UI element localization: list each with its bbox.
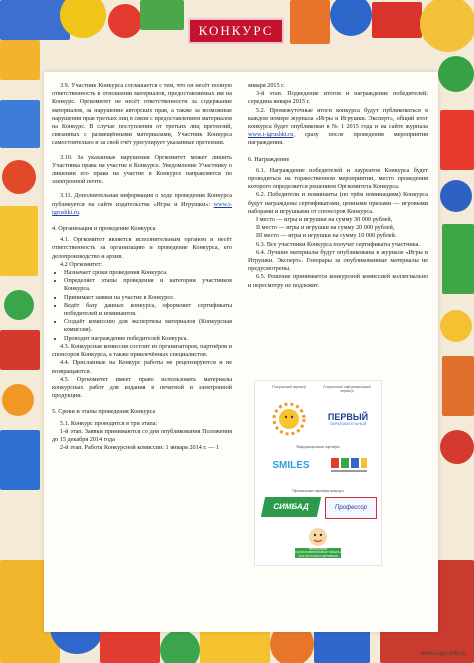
paragraph: 6.4. Лучшие материалы будут опубликованы в журнале «Игры и Игрушки. Эксперт». Гонорары за опубликованные материалы не предусмотрены.: [248, 248, 428, 273]
toy-block-decoration: [0, 40, 40, 80]
paragraph: 4.1. Оргкомитет является исполнительным органом и несёт ответственность за организацию и проведение Конкурса, его делопроизводство и архив.: [52, 236, 232, 260]
kids-logo: [327, 453, 371, 479]
toy-ball-decoration: [60, 0, 106, 38]
paragraph-text: .: [78, 208, 81, 216]
toy-ball-decoration: [2, 160, 36, 194]
professor-logo: [325, 497, 377, 519]
toy-ball-decoration: [420, 0, 474, 52]
paragraph: 3.10. За указанные нарушения Оргкомитет может лишить Участника права на участие в Конкурсе. Уведомление Участнику о лишении его права на участие в Конкурсе направляется по электронной почте.: [52, 153, 232, 186]
toy-block-decoration: [440, 110, 474, 170]
toy-ball-decoration: [440, 430, 474, 464]
toy-ball-decoration: [440, 310, 472, 342]
prize-line: I место — игры и игрушки на сумму 30 000 рублей,: [256, 216, 393, 224]
right-column: [248, 82, 428, 290]
list-item: • Ведёт базу данных конкурса, оформляет сертификаты победителей и номинантов.: [64, 302, 232, 318]
section-heading: 4. Организация и проведение Конкурса: [52, 225, 156, 233]
toy-block-decoration: [372, 2, 422, 38]
paragraph: 6.2. Победители и номинанты (по трём номинациям) Конкурса будут награждены сертификатами, ценными призами — игровыми наборами и игрушками от спонсоров Конкурса.: [248, 191, 428, 215]
paragraph: 6.1. Награждение победителей и лауреатов Конкурса будет проводиться на торжественном мероприятии, место проведения которого определяется решением Оргкомитета Конкурса.: [248, 166, 428, 191]
toy-ball-decoration: [330, 0, 372, 36]
paragraph: 4.3. Конкурсная комиссия состоит из организаторов, партнёров и спонсоров Конкурса, а также привлечённых специалистов.: [52, 342, 232, 359]
toy-ball-decoration: [2, 384, 34, 416]
simbad-logo: [261, 497, 321, 517]
list-item: • Принимает заявки на участие в Конкурсе.: [64, 294, 232, 302]
paragraph: 3.9. Участник Конкурса соглашается с тем, что он несёт полную ответственность в отношении материалов, предоставляемых им на Конкурс. Оргкомитет не несёт ответственности за содержание материалов, за нарушение авторских прав, а также за возможные нарушения прав третьих лиц в связи с предоставлением материалов на Конкурс. В случае поступления от третьих лиц претензий, связанных с размещёнными материалами, Участник Конкурса самостоятельно и за свой счёт урегулирует указанные претензии.: [52, 82, 232, 147]
paragraph-text: 3.11. Дополнительная информация о ходе проведения Конкурса публикуется на сайте издательства «Игры и Игрушки»:: [52, 192, 232, 208]
partner-label: Генеральный партнёр: [272, 385, 306, 389]
logo-text: Профессор: [334, 505, 368, 511]
toy-block-decoration: [314, 630, 370, 663]
partner-label: Информационные партнёры: [296, 445, 340, 449]
toy-ball-decoration: [108, 4, 142, 38]
toy-block-decoration: [140, 0, 184, 30]
prize-line: II место — игры и игрушки на сумму 20 000 рублей,: [256, 224, 395, 232]
paragraph: 4.4. Присланные на Конкурс работы не рецензируются и не возвращаются.: [52, 359, 232, 375]
toy-block-decoration: [0, 206, 38, 276]
toy-ball-decoration: [440, 180, 472, 212]
paragraph: 2-й этап. Работа Конкурсной комиссии: 1 января 2014 г. — 1: [60, 444, 220, 452]
site-link[interactable]: www.i-igrushki.ru: [52, 200, 232, 216]
list-item: • Проводит награждение победителей Конкурса.: [64, 335, 232, 343]
toy-block-decoration: [0, 100, 40, 148]
toy-ball-decoration: [438, 56, 474, 92]
toy-block-decoration: [290, 0, 330, 44]
toy-block-decoration: [442, 224, 474, 294]
list-item: • Создаёт комиссию для экспертизы материалов (Конкурсная комиссия).: [64, 318, 232, 334]
paragraph: 4.5. Оргкомитет имеет право использовать материалы конкурсных работ для издания в печатной и электронной продукции.: [52, 375, 232, 400]
paragraph: 6.5. Решение принимается конкурсной комиссией коллегиально и пересмотру не подлежит.: [248, 273, 428, 289]
toy-block-decoration: [0, 0, 70, 40]
paragraph: [248, 107, 428, 148]
toy-block-decoration: [442, 356, 474, 416]
toy-ball-decoration: [160, 630, 200, 663]
paragraph: [52, 192, 232, 217]
sun-logo: [271, 401, 307, 437]
partner-label: Генеральный информационный партнёр: [323, 385, 371, 393]
logo-subtext: ОБРАЗОВАТЕЛЬНЫЙ: [329, 421, 367, 426]
logo-text: СИМБАД: [272, 502, 310, 511]
toy-block-decoration: [0, 430, 40, 490]
logo-text: SMILES: [272, 460, 310, 471]
logo-text: ЧЕРЕПАШКИ ПОДГОТОВИТЕЛЬНЫЕ ТОВАРЫ ДЛЯ ДЕТСКОГО ОБУЧЕНИЯ: [295, 546, 341, 558]
partner-label: Официальные партнёры конкурса: [292, 489, 344, 493]
paragraph: 5.1. Конкурс проводится в три этапа:: [60, 419, 158, 427]
site-link[interactable]: www.i-igrushki.ru: [248, 131, 294, 139]
prize-line: III место — игры и игрушки на сумму 10 000 рублей.: [256, 232, 397, 240]
footer-url: www.i-igrushki.ru: [420, 651, 466, 657]
paragraph: 4.2 Оргкомитет:: [60, 260, 103, 268]
turtle-logo: [295, 523, 341, 561]
section-heading: 6. Награждение: [248, 155, 290, 163]
toy-block-decoration: [200, 628, 270, 663]
paragraph: 1-й этап. Заявки принимаются со дня опубликования Положения до 15 декабря 2014 года: [52, 427, 232, 443]
partners-box: [254, 380, 382, 566]
left-column: [52, 82, 232, 452]
first-education-logo: [319, 407, 377, 431]
list-item: • Назначает сроки проведения Конкурса.: [64, 269, 232, 277]
paragraph-text: 5.2. Промежуточные итоги конкурса будут публиковаться в каждом номере журнала «Игры и Игрушки. Эксперт», общий итог конкурса будет опубликован в № 1 2015 года и на сайте журнала: [248, 106, 428, 131]
smiles-logo: [267, 453, 315, 479]
logo-text: ПЕРВЫЙ: [327, 411, 369, 422]
paragraph: января 2015 г.: [248, 82, 285, 89]
section-banner: КОНКУРС: [188, 18, 284, 44]
section-heading: 5. Сроки и этапы проведения Конкурса: [52, 408, 156, 416]
list-item: • Определяет этапы проведения и категории участников Конкурса.: [64, 277, 232, 293]
bullet-list: [52, 269, 232, 343]
toy-ball-decoration: [4, 290, 34, 320]
paragraph: 3-й этап. Подведение итогов и награждение победителей: середина января 2015 г.: [248, 90, 428, 106]
paragraph: 6.3. Все участники Конкурса получат сертификаты участника.: [256, 240, 420, 248]
toy-block-decoration: [0, 330, 40, 370]
paragraph-text: , сразу после проведения мероприятия награждения.: [248, 131, 428, 147]
